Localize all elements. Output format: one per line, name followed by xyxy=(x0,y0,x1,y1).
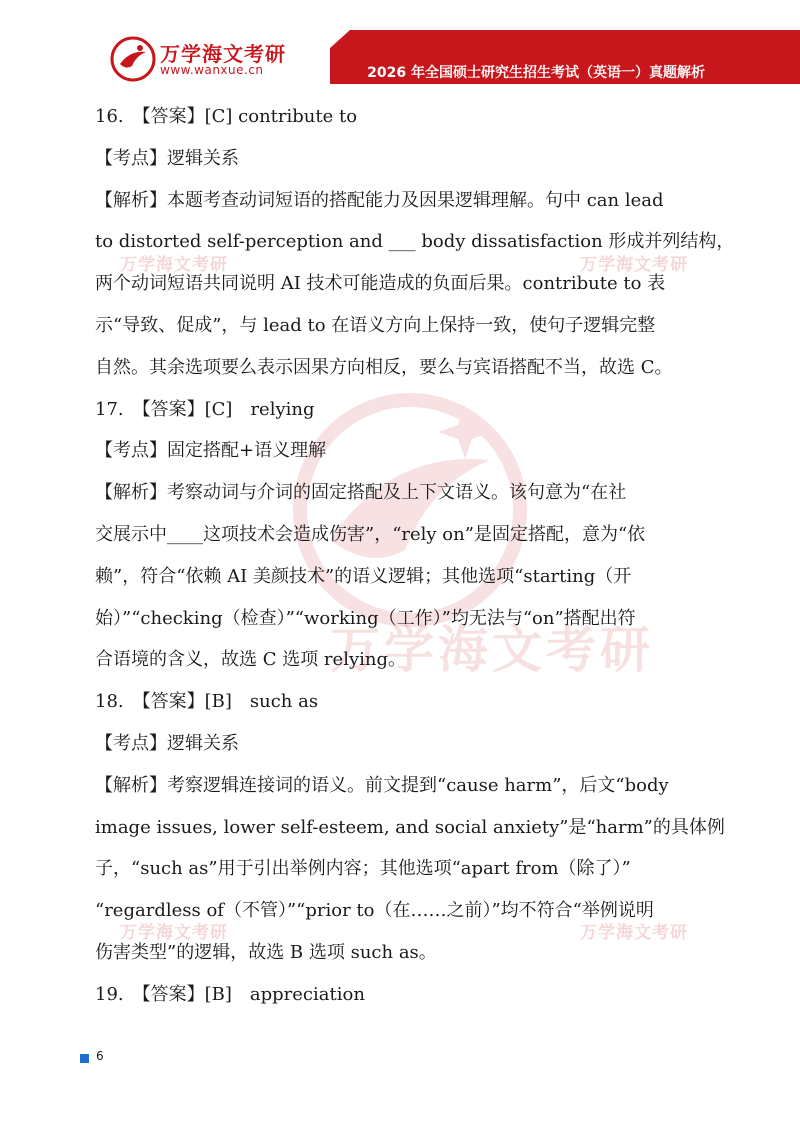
answer-18-analysis-line: 【解析】考察逻辑连接词的语义。前文提到“cause harm”，后文“body xyxy=(95,774,669,796)
page-number: 6 xyxy=(96,1049,104,1063)
answer-17-heading: 17. 【答案】[C] relying xyxy=(95,398,315,420)
answer-17-analysis-line: 始）”“checking（检查）”“working（工作）”均无法与“on”搭配出符 xyxy=(95,607,636,629)
answer-18-analysis-line: image issues, lower self-esteem, and social anxiety”是“harm”的具体例 xyxy=(95,816,725,838)
answer-18-heading: 18. 【答案】[B] such as xyxy=(95,691,319,713)
page-header xyxy=(0,0,800,92)
watermark-text-large: 万学海文考研 xyxy=(330,621,654,679)
brand-logo-icon xyxy=(110,36,156,82)
footer-marker xyxy=(80,1054,89,1063)
answer-18-analysis-line: 子，“such as”用于引出举例内容；其他选项“apart from（除了）” xyxy=(95,858,631,880)
answer-18-point: 【考点】逻辑关系 xyxy=(95,732,239,754)
watermark-text-small: 万学海文考研 xyxy=(120,255,228,275)
answer-18-analysis-line: “regardless of（不管）”“prior to（在……之前）”均不符合“举例说明 xyxy=(95,900,654,922)
answer-16-point: 【考点】逻辑关系 xyxy=(95,147,239,169)
answer-18-analysis-line: 伤害类型”的逻辑，故选 B 选项 such as。 xyxy=(95,941,437,963)
watermark-text-small: 万学海文考研 xyxy=(120,923,228,943)
brand-name: 万学海文考研 xyxy=(160,42,286,66)
watermark-text-small: 万学海文考研 xyxy=(580,923,688,943)
answer-17-analysis-line: 【解析】考察动词与介词的固定搭配及上下文语义。该句意为“在社 xyxy=(95,482,627,504)
watermark-text-small: 万学海文考研 xyxy=(580,255,688,275)
answer-16-analysis-line: 示“导致、促成”，与 lead to 在语义方向上保持一致，使句子逻辑完整 xyxy=(95,314,656,336)
answer-17-analysis-line: 合语境的含义，故选 C 选项 relying。 xyxy=(95,649,406,671)
answer-analysis-content xyxy=(95,96,735,1016)
answer-16-analysis-line: 两个动词短语共同说明 AI 技术可能造成的负面后果。contribute to 表 xyxy=(95,273,666,295)
answer-16-heading: 16. 【答案】[C] contribute to xyxy=(95,106,358,127)
brand-url: www.wanxue.cn xyxy=(160,63,264,77)
answer-17-analysis-line: 交展示中____这项技术会造成伤害”，“rely on”是固定搭配，意为“依 xyxy=(95,523,646,545)
answer-16-analysis-line: 自然。其余选项要么表示因果方向相反，要么与宾语搭配不当，故选 C。 xyxy=(95,356,673,378)
answer-17-point: 【考点】固定搭配+语义理解 xyxy=(95,440,327,462)
answer-16-analysis-line: to distorted self-perception and ___ body dissatisfaction 形成并列结构， xyxy=(95,231,735,253)
answer-17-analysis-line: 赖”，符合“依赖 AI 美颜技术”的语义逻辑；其他选项“starting（开 xyxy=(95,565,632,587)
answer-16-analysis-line: 【解析】本题考查动词短语的搭配能力及因果逻辑理解。句中 can lead xyxy=(95,189,664,211)
header-slant xyxy=(290,30,350,84)
exam-title: 2026 年全国硕士研究生招生考试（英语一）真题解析 xyxy=(367,65,705,81)
answer-19-heading: 19. 【答案】[B] appreciation xyxy=(95,983,365,1005)
